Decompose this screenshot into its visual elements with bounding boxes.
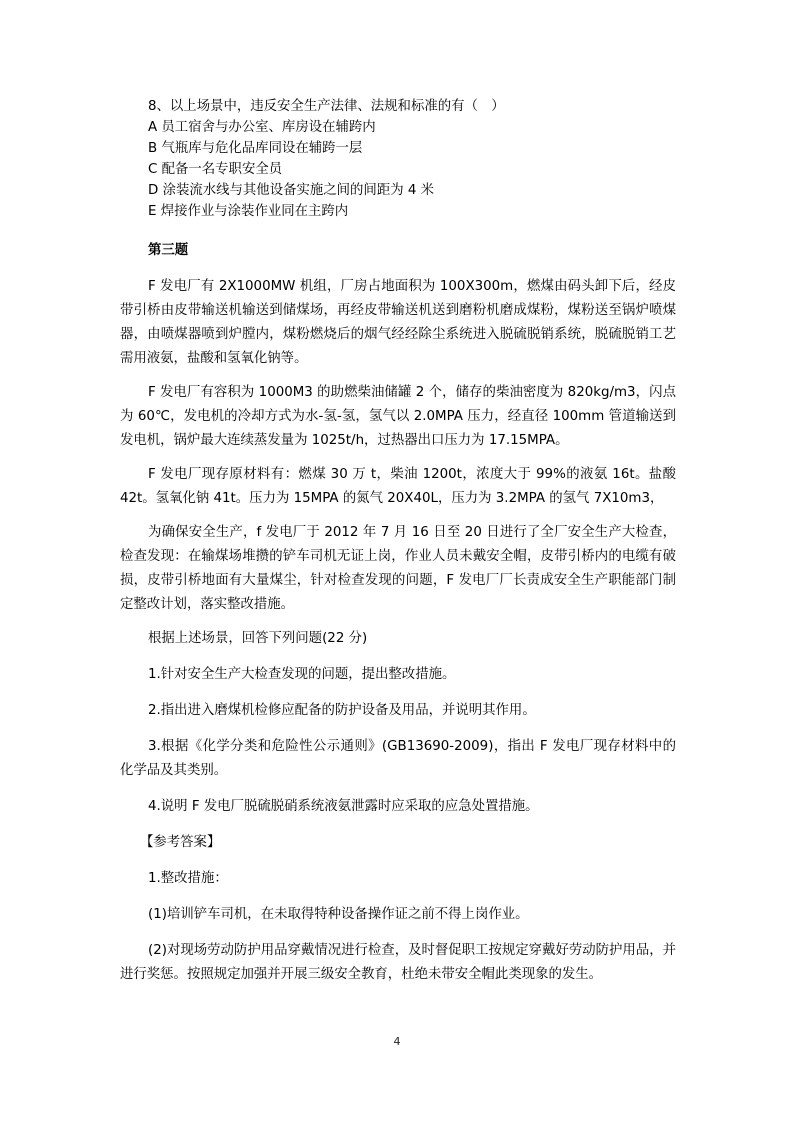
question-stem: 8、以上场景中，违反安全生产法律、法规和标准的有（ ） [148,99,505,114]
document-page [120,96,676,999]
page-number: 4 [393,1035,401,1048]
scenario-paragraph-2: F 发电厂有容积为 1000M3 的助燃柴油储罐 2 个，储存的柴油密度为 820kg/m3，闪点为 60℃，发电机的冷却方式为水-氢-氢，氢气以 2.0MPA 压力，经直径 100mm 管道输送到发电机，锅炉最大连续蒸发量为 1025t/h，过热器出口压力为 17.15MPA。 [120,385,676,448]
option-c: C 配备一名专职安全员 [148,162,283,177]
option-d: D 涂装流水线与其他设备实施之间的间距为 4 米 [148,183,435,198]
question-4: 4.说明 F 发电厂脱硫脱硝系统液氨泄露时应采取的应急处置措施。 [148,799,539,814]
answer-item-1: (1)培训铲车司机，在未取得特种设备操作证之前不得上岗作业。 [148,907,529,922]
question-1: 1.针对安全生产大检查发现的问题，提出整改措施。 [148,667,456,682]
section-title: 第三题 [148,243,189,258]
scenario-paragraph-3: F 发电厂现存原材料有：燃煤 30 万 t，柴油 1200t，浓度大于 99%的液氨 16t。盐酸 42t。氢氧化钠 41t。压力为 15MPA 的氮气 20X40L，压力为 3.2MPA 的氢气 7X10m3， [120,467,676,506]
option-a: A 员工宿舍与办公室、库房设在辅跨内 [148,120,376,135]
question-3: 3.根据《化学分类和危险性公示通则》(GB13690-2009)，指出 F 发电厂现存材料中的化学品及其类别。 [120,739,676,778]
answer-header: 【参考答案】 [140,835,221,850]
question-8 [120,96,676,222]
questions-prompt: 根据上述场景，回答下列问题(22 分) [148,631,368,646]
scenario-paragraph-1: F 发电厂有 2X1000MW 机组，厂房占地面积为 100X300m，燃煤由码头卸下后，经皮带引桥由皮带输送机输送到储煤场，再经皮带输送机送到磨粉机磨成煤粉，煤粉送至锅炉喷煤器，由喷煤器喷到炉膛内，煤粉燃烧后的烟气经经除尘系统进入脱硫脱销系统，脱硫脱销工艺需用液氨，盐酸和氢氧化钠等。 [120,279,676,366]
option-e: E 焊接作业与涂装作业同在主跨内 [148,204,349,219]
scenario-paragraph-4: 为确保安全生产，f 发电厂于 2012 年 7 月 16 日至 20 日进行了全厂安全生产大检查，检查发现：在输煤场堆攒的铲车司机无证上岗，作业人员未戴安全帽，皮带引桥内的电缆有破损，皮带引桥地面有大量煤尘，针对检查发现的问题，F 发电厂厂长责成安全生产职能部门制定整改计划，落实整改措施。 [120,525,676,612]
answer-item-2: (2)对现场劳动防护用品穿戴情况进行检查，及时督促职工按规定穿戴好劳动防护用品，并进行奖惩。按照规定加强并开展三级安全教育，杜绝未带安全帽此类现象的发生。 [120,943,676,982]
option-b: B 气瓶库与危化品库同设在辅跨一层 [148,141,363,156]
question-2: 2.指出进入磨煤机检修应配备的防护设备及用品，并说明其作用。 [148,703,536,718]
answer-title: 1.整改措施： [148,871,228,886]
